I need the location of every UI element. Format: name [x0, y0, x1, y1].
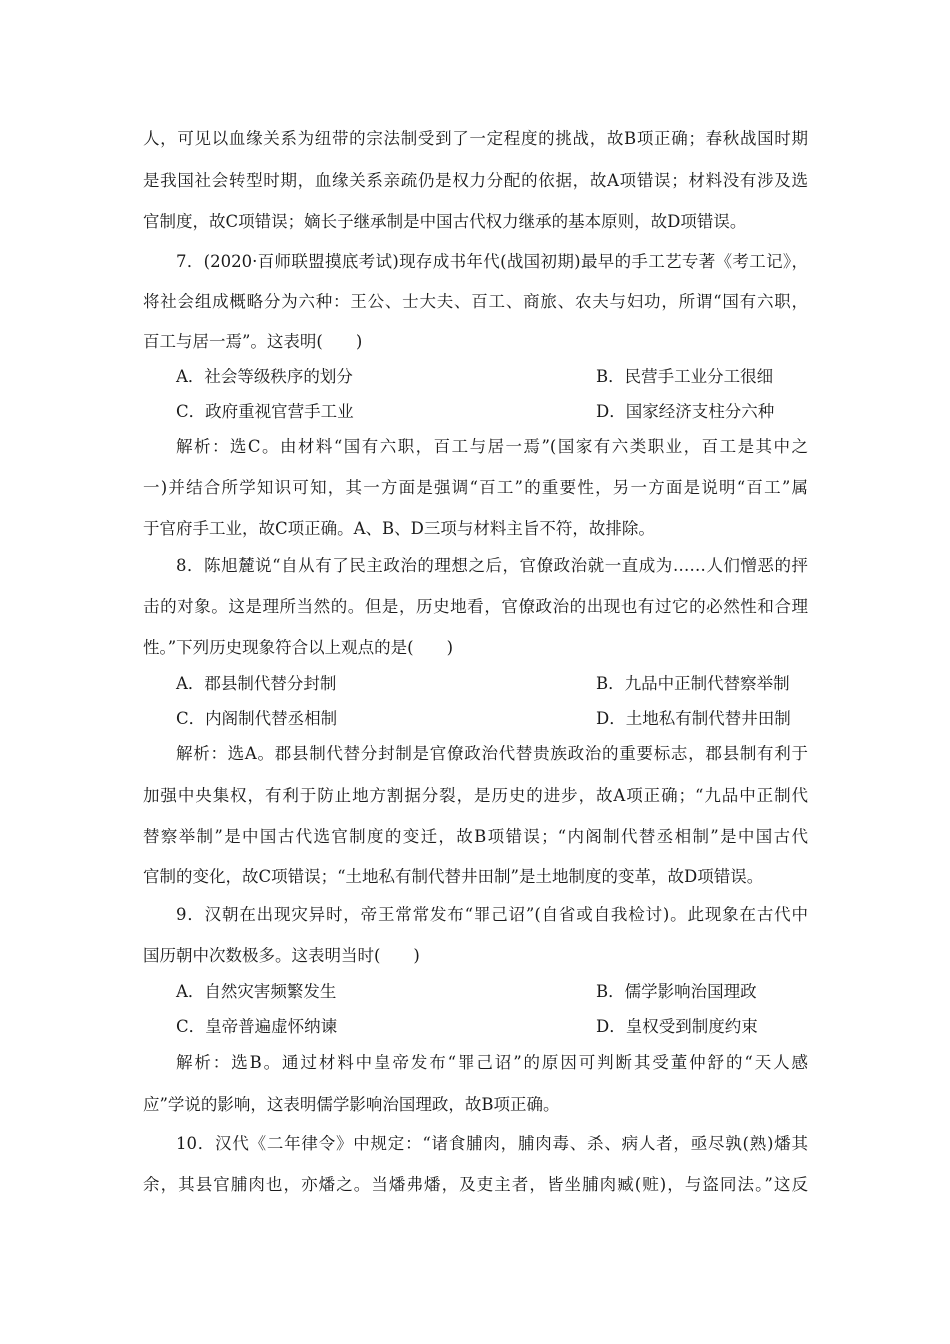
text-line: 是我国社会转型时期，血缘关系亲疏仍是权力分配的依据，故A项错误；材料没有涉及选 — [143, 171, 808, 190]
text-line: 人，可见以血缘关系为纽带的宗法制受到了一定程度的挑战，故B项正确；春秋战国时期 — [143, 129, 808, 148]
question-9-option-a: A．自然灾害频繁发生 — [176, 982, 337, 1001]
question-8-option-b: B．九品中正制代替察举制 — [596, 674, 790, 693]
question-9-option-b: B．儒学影响治国理政 — [596, 982, 757, 1001]
question-8-option-d: D．土地私有制代替井田制 — [596, 709, 791, 728]
question-7-option-d: D．国家经济支柱分六种 — [596, 402, 775, 421]
question-9-analysis: 解析：选B。通过材料中皇帝发布“罪己诏”的原因可判断其受董仲舒的“天人感 — [176, 1053, 808, 1072]
question-8-option-c: C．内阁制代替丞相制 — [176, 709, 338, 728]
question-7-analysis: 解析：选C。由材料“国有六职，百工与居一焉”(国家有六类职业，百工是其中之 — [176, 437, 808, 456]
question-8-analysis: 解析：选A。郡县制代替分封制是官僚政治代替贵族政治的重要标志，郡县制有利于 — [176, 744, 808, 763]
question-8-option-a: A．郡县制代替分封制 — [176, 674, 337, 693]
question-9-stem: 国历朝中次数极多。这表明当时( ) — [143, 946, 420, 965]
question-9-analysis: 应”学说的影响，这表明儒学影响治国理政，故B项正确。 — [143, 1095, 560, 1114]
question-8-analysis: 官制的变化，故C项错误；“土地私有制代替井田制”是土地制度的变革，故D项错误。 — [143, 867, 764, 886]
question-8-stem: 击的对象。这是理所当然的。但是，历史地看，官僚政治的出现也有过它的必然性和合理 — [143, 597, 808, 616]
question-9-option-d: D．皇权受到制度约束 — [596, 1017, 758, 1036]
question-9-stem: 9．汉朝在出现灾异时，帝王常常发布“罪己诏”(自省或自我检讨)。此现象在古代中 — [176, 905, 808, 924]
question-7-option-c: C．政府重视官营手工业 — [176, 402, 354, 421]
text-line: 官制度，故C项错误；嫡长子继承制是中国古代权力继承的基本原则，故D项错误。 — [143, 212, 747, 231]
question-7-analysis: 于官府手工业，故C项正确。A、B、D三项与材料主旨不符，故排除。 — [143, 519, 655, 538]
question-10-stem: 余，其县官脯肉也，亦燔之。当燔弗燔，及吏主者，皆坐脯肉臧(赃)，与盗同法。”这反 — [143, 1175, 808, 1194]
question-7-option-a: A．社会等级秩序的划分 — [176, 367, 353, 386]
question-8-analysis: 加强中央集权，有利于防止地方割据分裂，是历史的进步，故A项正确；“九品中正制代 — [143, 786, 808, 805]
question-7-stem: 7．(2020·百师联盟摸底考试)现存成书年代(战国初期)最早的手工艺专著《考工记》， — [176, 252, 808, 271]
question-7-stem: 百工与居一焉”。这表明( ) — [143, 332, 363, 351]
question-10-stem: 10．汉代《二年律令》中规定：“诸食脯肉，脯肉毒、杀、病人者，亟尽孰(熟)燔其 — [176, 1134, 808, 1153]
question-7-option-b: B．民营手工业分工很细 — [596, 367, 774, 386]
question-7-analysis: 一)并结合所学知识可知，其一方面是强调“百工”的重要性，另一方面是说明“百工”属 — [143, 478, 808, 497]
question-8-stem: 性。”下列历史现象符合以上观点的是( ) — [143, 638, 454, 657]
question-8-stem: 8．陈旭麓说“自从有了民主政治的理想之后，官僚政治就一直成为……人们憎恶的抨 — [176, 556, 808, 575]
question-8-analysis: 替察举制”是中国古代选官制度的变迁，故B项错误；“内阁制代替丞相制”是中国古代 — [143, 827, 808, 846]
question-7-stem: 将社会组成概略分为六种：王公、士大夫、百工、商旅、农夫与妇功，所谓“国有六职， — [143, 292, 808, 311]
question-9-option-c: C．皇帝普遍虚怀纳谏 — [176, 1017, 338, 1036]
